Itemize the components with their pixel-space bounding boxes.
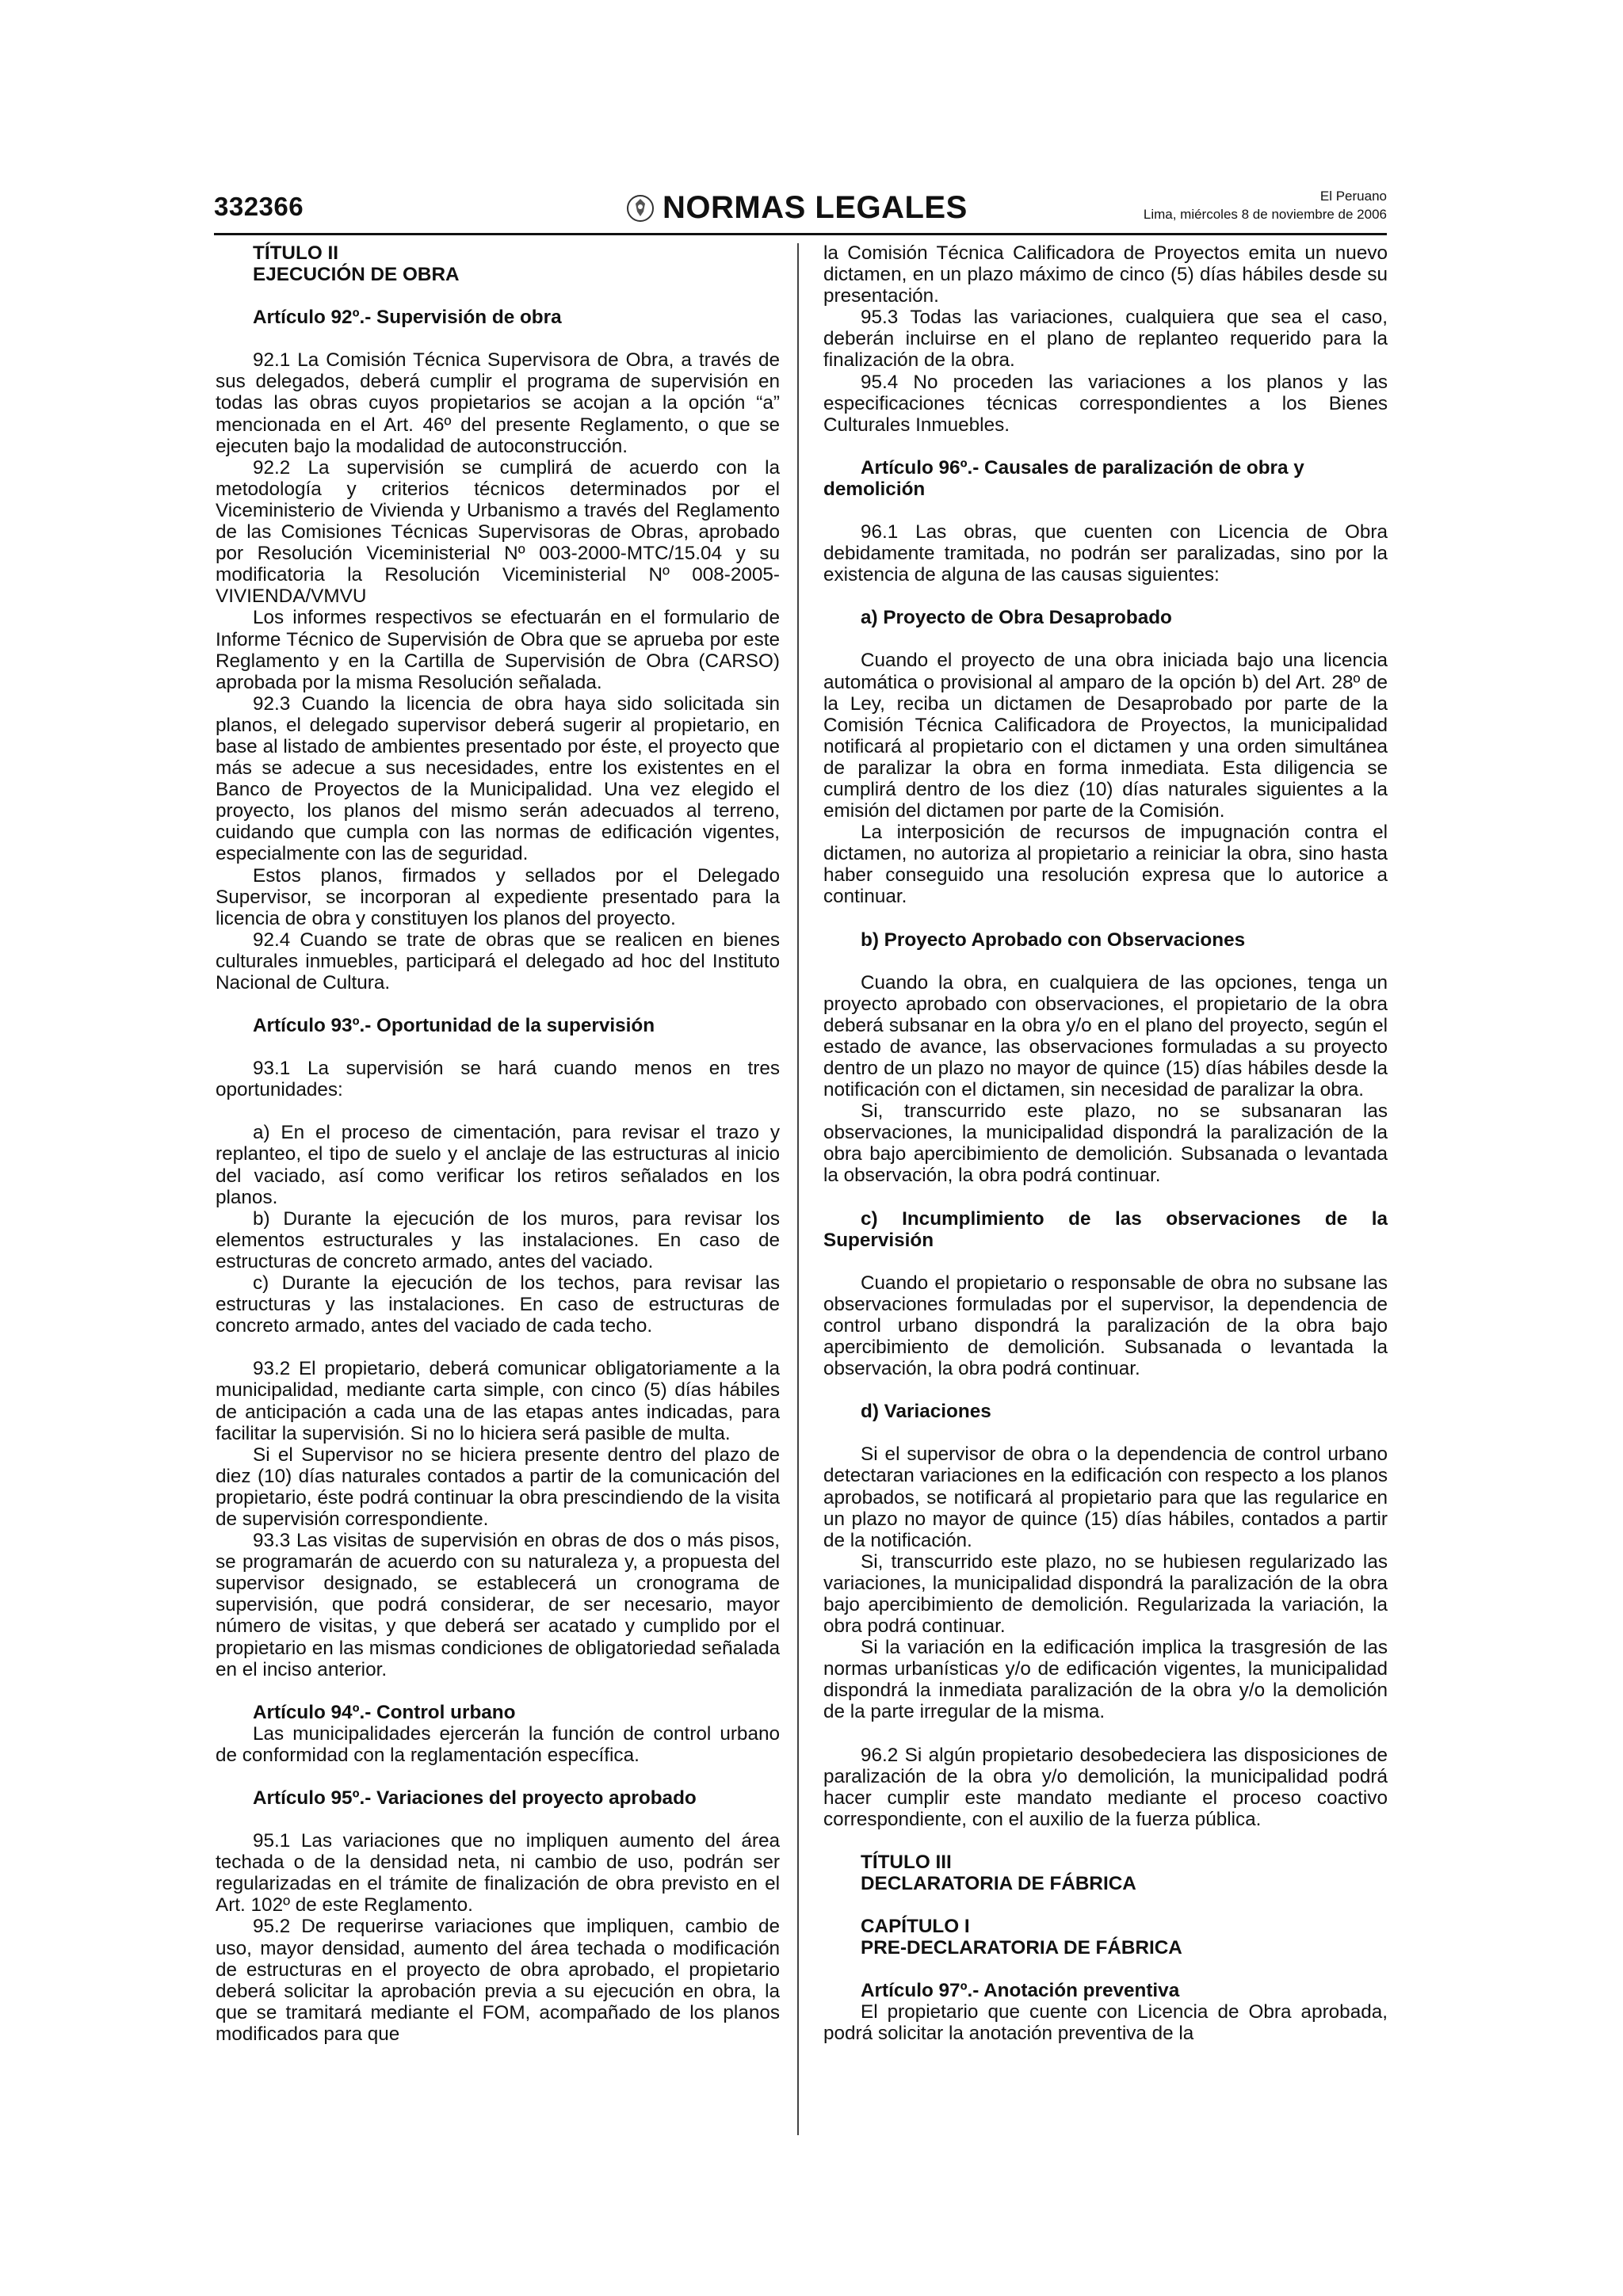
paragraph: Cuando la obra, en cualquiera de las opciones, tenga un proyecto aprobado con observaciones, el propietario de la obra deberá subsanar en la obra y/o en el plano del proyecto, según el estado de avance, las observaciones formuladas a su proyecto dentro de un plazo no mayor de quince (15) días hábiles desde la notificación con el dictamen, sin necesidad de paralizar la obra. xyxy=(823,971,1388,1101)
article-heading: Artículo 95º.- Variaciones del proyecto aprobado xyxy=(253,1787,697,1809)
paragraph: 92.1 La Comisión Técnica Supervisora de Obra, a través de sus delegados, deberá cumplir el programa de supervisión en todas las obras cuyos propietarios se acojan a la opción “a” mencionada en el Art. 46º del presente Reglamento, o que se ejecuten bajo la modalidad de autoconstrucción. xyxy=(216,349,780,457)
title-number: TÍTULO III xyxy=(861,1851,952,1873)
paragraph: 95.1 Las variaciones que no impliquen aumento del área techada o de la densidad neta, ni cambio de uso, podrán ser regularizadas en el trámite de finalización de obra previsto en el Art. 102º de este Reglamento. xyxy=(216,1830,780,1917)
paragraph: 92.2 La supervisión se cumplirá de acuerdo con la metodología y criterios técnicos determinados por el Viceministerio de Vivienda y Urbanismo a través del Reglamento de las Comisiones Técnicas Supervisoras de Obras, aprobado por Resolución Viceministerial Nº 003-2000-MTC/15.04 y su modificatoria la Resolución Viceministerial Nº 008-2005-VIVIENDA/VMVU xyxy=(216,456,780,608)
paragraph: 96.2 Si algún propietario desobedeciera las disposiciones de paralización de la obra y/o demolición, la municipalidad podrá hacer cumplir este mandato mediante el proceso coactivo correspondiente, con el auxilio de la fuerza pública. xyxy=(823,1744,1388,1830)
paragraph: 93.1 La supervisión se hará cuando menos en tres oportunidades: xyxy=(216,1058,780,1101)
paragraph: a) En el proceso de cimentación, para revisar el trazo y replanteo, el tipo de suelo y el anclaje de las estructuras al inicio del vaciado, así como verificar los retiros señalados en los planos. xyxy=(216,1122,780,1208)
paragraph: la Comisión Técnica Calificadora de Proyectos emita un nuevo dictamen, en un plazo máximo de cinco (5) días hábiles desde su presentación. xyxy=(823,242,1388,307)
section-heading: d) Variaciones xyxy=(861,1401,991,1423)
paragraph: Si, transcurrido este plazo, no se subsanaran las observaciones, la municipalidad dispondrá la paralización de la obra bajo apercibimiento de demolición. Subsanada o levantada la observación, la obra podrá continuar. xyxy=(823,1100,1388,1187)
paragraph: La interposición de recursos de impugnación contra el dictamen, no autoriza al propietario a reiniciar la obra, sino hasta haber conseguido una resolución expresa que lo autorice a continuar. xyxy=(823,822,1388,908)
section-heading: c) Incumplimiento de las observaciones de la Supervisión xyxy=(823,1207,1388,1251)
paragraph: Si el supervisor de obra o la dependencia de control urbano detectaran variaciones en la edificación con respecto a los planos aprobados, se notificará al propietario para que las regularice en un plazo no mayor de quince (15) días hábiles, contados a partir de la notificación. xyxy=(823,1444,1388,1551)
publication-date: Lima, miércoles 8 de noviembre de 2006 xyxy=(1143,207,1387,222)
paragraph: 92.4 Cuando se trate de obras que se realicen en bienes culturales inmuebles, participará el delegado ad hoc del Instituto Nacional de Cultura. xyxy=(216,929,780,994)
publication-info xyxy=(1144,187,1387,223)
masthead xyxy=(626,190,968,226)
title-name: DECLARATORIA DE FÁBRICA xyxy=(861,1873,1136,1894)
paragraph: Si, transcurrido este plazo, no se hubiesen regularizado las variaciones, la municipalidad dispondrá la paralización de la obra bajo apercibimiento de demolición. Regularizada la variación, la obra podrá continuar. xyxy=(823,1550,1388,1638)
paragraph: 95.3 Todas las variaciones, cualquiera que sea el caso, deberán incluirse en el plano de replanteo requerido para la finalización de la obra. xyxy=(823,307,1388,372)
article-heading: Artículo 92º.- Supervisión de obra xyxy=(253,307,562,329)
title-number: TÍTULO II xyxy=(253,242,338,264)
paragraph: El propietario que cuente con Licencia de Obra aprobada, podrá solicitar la anotación preventiva de la xyxy=(823,2001,1388,2045)
paragraph: 95.4 No proceden las variaciones a los planos y las especificaciones técnicas correspondientes a los Bienes Culturales Inmuebles. xyxy=(823,371,1388,436)
paragraph: Si el Supervisor no se hiciera presente dentro del plazo de diez (10) días naturales contados a partir de la comunicación del propietario, éste podrá continuar la obra prescindiendo de la visita de supervisión correspondiente. xyxy=(216,1444,780,1530)
page-number: 332366 xyxy=(214,192,304,221)
title-name: EJECUCIÓN DE OBRA xyxy=(253,264,460,286)
paragraph: 95.2 De requerirse variaciones que impliquen, cambio de uso, mayor densidad, aumento del área techada o modificación de estructuras en el proyecto de obra aprobado, el propietario deberá solicitar la aprobación previa a su ejecución en obra, la que se tramitará mediante el FOM, acompañado de los planos modificados para que xyxy=(216,1916,780,2045)
article-heading: Artículo 97º.- Anotación preventiva xyxy=(861,1980,1180,2002)
coat-of-arms-icon xyxy=(626,194,655,223)
article-heading: Artículo 94º.- Control urbano xyxy=(253,1701,516,1723)
paragraph: 93.2 El propietario, deberá comunicar obligatoriamente a la municipalidad, mediante carta simple, con cinco (5) días hábiles de anticipación a cada una de las etapas antes indicadas, para facilitar la supervisión. Si no lo hiciera será pasible de multa. xyxy=(216,1358,780,1444)
paragraph: Si la variación en la edificación implica la trasgresión de las normas urbanísticas y/o de edificación vigentes, la municipalidad dispondrá la inmediata paralización de la obra y/o la demolición de la parte irregular de la misma. xyxy=(823,1637,1388,1723)
paragraph: Cuando el propietario o responsable de obra no subsane las observaciones formuladas por el supervisor, la dependencia de control urbano dispondrá la paralización de la obra bajo apercibimiento de demolición. Subsanada o levantada la observación, la obra podrá continuar. xyxy=(823,1272,1388,1380)
right-column xyxy=(823,242,1388,2045)
header-rule xyxy=(214,233,1387,235)
article-heading: Artículo 93º.- Oportunidad de la supervisión xyxy=(253,1015,655,1037)
page-header xyxy=(214,187,1387,233)
article-heading: Artículo 96º.- Causales de paralización de obra y demolición xyxy=(823,456,1304,500)
paragraph: Cuando el proyecto de una obra iniciada bajo una licencia automática o provisional al amparo de la opción b) del Art. 28º de la Ley, reciba un dictamen de Desaprobado por parte de la Comisión Técnica Calificadora de Proyectos, la municipalidad notificará al propietario con el dictamen y una orden simultánea de paralizar la obra en forma inmediata. Esta diligencia se cumplirá dentro de los diez (10) días naturales siguientes a la emisión del dictamen por parte de la Comisión. xyxy=(823,650,1388,822)
column-divider xyxy=(797,243,799,2135)
publication-name: El Peruano xyxy=(1319,189,1387,204)
left-column xyxy=(216,242,780,2045)
paragraph: 92.3 Cuando la licencia de obra haya sido solicitada sin planos, el delegado supervisor deberá sugerir al propietario, en base al listado de ambientes presentado por éste, el proyecto que más se adecue a sus necesidades, entre los existentes en el Banco de Proyectos de la Municipalidad. Una vez elegido el proyecto, los planos del mismo serán adecuados al terreno, cuidando que cumpla con las normas de edificación vigentes, especialmente con las de seguridad. xyxy=(216,692,780,865)
chapter-number: CAPÍTULO I xyxy=(861,1916,970,1938)
paragraph: 93.3 Las visitas de supervisión en obras de dos o más pisos, se programarán de acuerdo con su naturaleza y, a propuesta del supervisor designado, se establecerá un cronograma de supervisión, que podrá considerar, de ser necesario, mayor número de visitas, y que deberá ser acatado y cumplido por el propietario en las mismas condiciones de obligatoriedad señalada en el inciso anterior. xyxy=(216,1530,780,1680)
masthead-title: NORMAS LEGALES xyxy=(663,190,968,225)
paragraph: Las municipalidades ejercerán la función de control urbano de conformidad con la reglamentación específica. xyxy=(216,1722,780,1766)
chapter-name: PRE-DECLARATORIA DE FÁBRICA xyxy=(861,1937,1182,1959)
paragraph: 96.1 Las obras, que cuenten con Licencia de Obra debidamente tramitada, no podrán ser paralizadas, sino por la existencia de alguna de las causas siguientes: xyxy=(823,521,1388,586)
paragraph: c) Durante la ejecución de los techos, para revisar las estructuras y las instalaciones. En caso de estructuras de concreto armado, antes del vaciado de cada techo. xyxy=(216,1272,780,1337)
section-heading: b) Proyecto Aprobado con Observaciones xyxy=(861,929,1246,951)
paragraph: Estos planos, firmados y sellados por el Delegado Supervisor, se incorporan al expediente presentado para la licencia de obra y constituyen los planos del proyecto. xyxy=(216,864,780,929)
paragraph: b) Durante la ejecución de los muros, para revisar los elementos estructurales y las instalaciones. En caso de estructuras de concreto armado, antes del vaciado. xyxy=(216,1207,780,1272)
section-heading: a) Proyecto de Obra Desaprobado xyxy=(861,607,1172,629)
paragraph: Los informes respectivos se efectuarán en el formulario de Informe Técnico de Supervisión de Obra que se aprueba por este Reglamento y en la Cartilla de Supervisión de Obra (CARSO) aprobada por la misma Resolución señalada. xyxy=(216,607,780,693)
